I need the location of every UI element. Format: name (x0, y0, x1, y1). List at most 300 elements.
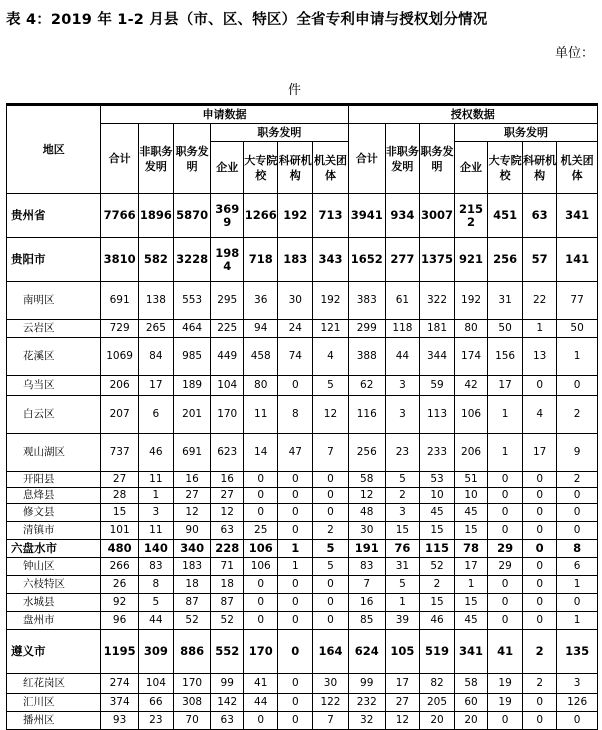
apply-cell: 0 (278, 712, 313, 730)
apply-cell: 0 (313, 594, 348, 612)
grant-cell: 2 (419, 576, 454, 594)
apply-cell: 74 (278, 338, 313, 376)
apply-cell: 553 (173, 282, 210, 320)
grant-cell: 31 (488, 282, 523, 320)
grant-cell: 46 (419, 612, 454, 630)
apply-cell: 201 (173, 396, 210, 434)
apply-cell: 552 (211, 630, 244, 674)
table-row (7, 612, 598, 630)
grant-cell: 277 (385, 238, 419, 282)
grant-cell: 1652 (348, 238, 385, 282)
header-apply-total: 合计 (101, 124, 138, 194)
unit-label: 单位： (554, 46, 594, 61)
apply-cell: 11 (138, 472, 173, 488)
header-apply-non-job: 非职务发明 (138, 124, 173, 194)
apply-cell: 0 (244, 612, 278, 630)
apply-cell: 30 (278, 282, 313, 320)
apply-cell: 14 (244, 434, 278, 472)
grant-cell: 58 (455, 674, 488, 694)
apply-cell: 83 (138, 558, 173, 576)
apply-cell: 183 (173, 558, 210, 576)
apply-cell: 0 (278, 472, 313, 488)
apply-cell: 0 (244, 576, 278, 594)
header-apply-college: 大专院校 (244, 142, 278, 194)
grant-cell: 116 (348, 396, 385, 434)
grant-cell: 341 (557, 194, 598, 238)
grant-cell: 118 (385, 320, 419, 338)
apply-cell: 228 (211, 540, 244, 558)
apply-cell: 11 (244, 396, 278, 434)
grant-cell: 519 (419, 630, 454, 674)
grant-cell: 2 (557, 472, 598, 488)
grant-cell: 12 (348, 488, 385, 504)
grant-cell: 78 (455, 540, 488, 558)
region-cell: 红花岗区 (7, 674, 101, 694)
region-cell: 播州区 (7, 712, 101, 730)
grant-cell: 27 (385, 694, 419, 712)
apply-cell: 1 (278, 558, 313, 576)
apply-cell: 480 (101, 540, 138, 558)
grant-cell: 61 (385, 282, 419, 320)
grant-cell: 15 (455, 522, 488, 540)
apply-cell: 121 (313, 320, 348, 338)
apply-cell: 18 (173, 576, 210, 594)
grant-cell: 6 (557, 558, 598, 576)
apply-cell: 192 (313, 282, 348, 320)
grant-cell: 0 (488, 472, 523, 488)
grant-cell: 256 (488, 238, 523, 282)
apply-cell: 1896 (138, 194, 173, 238)
grant-cell: 19 (488, 674, 523, 694)
apply-cell: 729 (101, 320, 138, 338)
grant-cell: 45 (419, 504, 454, 522)
grant-cell: 50 (488, 320, 523, 338)
apply-cell: 0 (278, 630, 313, 674)
apply-cell: 52 (211, 612, 244, 630)
header-grant-job: 职务发明 (419, 124, 454, 194)
apply-cell: 274 (101, 674, 138, 694)
apply-cell: 12 (211, 504, 244, 522)
grant-cell: 10 (419, 488, 454, 504)
grant-cell: 113 (419, 396, 454, 434)
header-apply-job: 职务发明 (173, 124, 210, 194)
grant-cell: 4 (523, 396, 557, 434)
apply-cell: 449 (211, 338, 244, 376)
apply-cell: 1195 (101, 630, 138, 674)
apply-cell: 266 (101, 558, 138, 576)
apply-cell: 12 (313, 396, 348, 434)
grant-cell: 383 (348, 282, 385, 320)
table-row (7, 472, 598, 488)
apply-cell: 7 (313, 712, 348, 730)
apply-cell: 295 (211, 282, 244, 320)
region-cell: 汇川区 (7, 694, 101, 712)
apply-cell: 582 (138, 238, 173, 282)
grant-cell: 17 (523, 434, 557, 472)
grant-cell: 0 (557, 594, 598, 612)
apply-cell: 0 (244, 712, 278, 730)
region-cell: 贵阳市 (7, 238, 101, 282)
grant-cell: 388 (348, 338, 385, 376)
table-body (7, 194, 598, 730)
apply-cell: 886 (173, 630, 210, 674)
apply-cell: 340 (173, 540, 210, 558)
apply-cell: 0 (278, 576, 313, 594)
region-cell: 盘州市 (7, 612, 101, 630)
grant-cell: 31 (385, 558, 419, 576)
region-cell: 六枝特区 (7, 576, 101, 594)
apply-cell: 1266 (244, 194, 278, 238)
grant-cell: 192 (455, 282, 488, 320)
grant-cell: 0 (523, 488, 557, 504)
grant-cell: 22 (523, 282, 557, 320)
apply-cell: 1 (278, 540, 313, 558)
header-apply-enterprise: 企业 (211, 142, 244, 194)
header-apply-org: 机关团体 (313, 142, 348, 194)
table-row (7, 712, 598, 730)
grant-cell: 2 (523, 674, 557, 694)
apply-cell: 92 (101, 594, 138, 612)
grant-cell: 50 (557, 320, 598, 338)
apply-cell: 5 (313, 540, 348, 558)
apply-cell: 0 (313, 504, 348, 522)
grant-cell: 63 (523, 194, 557, 238)
grant-cell: 0 (488, 612, 523, 630)
grant-cell: 341 (455, 630, 488, 674)
grant-cell: 45 (455, 612, 488, 630)
grant-cell: 23 (385, 434, 419, 472)
apply-cell: 142 (211, 694, 244, 712)
grant-cell: 0 (523, 558, 557, 576)
apply-cell: 18 (211, 576, 244, 594)
header-grant-enterprise: 企业 (455, 142, 488, 194)
apply-cell: 66 (138, 694, 173, 712)
apply-cell: 84 (138, 338, 173, 376)
apply-cell: 343 (313, 238, 348, 282)
grant-cell: 58 (348, 472, 385, 488)
apply-cell: 44 (244, 694, 278, 712)
grant-cell: 0 (523, 694, 557, 712)
apply-cell: 192 (278, 194, 313, 238)
grant-cell: 0 (557, 712, 598, 730)
grant-cell: 2 (385, 488, 419, 504)
apply-cell: 99 (211, 674, 244, 694)
grant-cell: 5 (385, 576, 419, 594)
grant-cell: 44 (385, 338, 419, 376)
grant-cell: 3 (557, 674, 598, 694)
apply-cell: 0 (278, 612, 313, 630)
grant-cell: 624 (348, 630, 385, 674)
grant-cell: 0 (523, 594, 557, 612)
header-apply-research: 科研机构 (278, 142, 313, 194)
apply-cell: 0 (278, 488, 313, 504)
grant-cell: 17 (385, 674, 419, 694)
grant-cell: 0 (557, 488, 598, 504)
grant-cell: 135 (557, 630, 598, 674)
apply-cell: 46 (138, 434, 173, 472)
apply-cell: 24 (278, 320, 313, 338)
apply-cell: 104 (138, 674, 173, 694)
apply-cell: 0 (278, 504, 313, 522)
grant-cell: 3007 (419, 194, 454, 238)
grant-cell: 2 (523, 630, 557, 674)
grant-cell: 41 (488, 630, 523, 674)
apply-cell: 2 (313, 522, 348, 540)
grant-cell: 0 (557, 522, 598, 540)
apply-cell: 63 (211, 712, 244, 730)
grant-cell: 0 (488, 712, 523, 730)
apply-cell: 7 (313, 434, 348, 472)
unit-value: 件 (288, 83, 302, 98)
table-row (7, 238, 598, 282)
apply-cell: 3810 (101, 238, 138, 282)
apply-cell: 17 (138, 376, 173, 396)
grant-cell: 451 (488, 194, 523, 238)
grant-cell: 1 (385, 594, 419, 612)
region-cell: 乌当区 (7, 376, 101, 396)
region-cell: 清镇市 (7, 522, 101, 540)
grant-cell: 30 (348, 522, 385, 540)
grant-cell: 45 (455, 504, 488, 522)
grant-cell: 3 (385, 376, 419, 396)
table-title: 表 4：2019 年 1-2 月县（市、区、特区）全省专利申请与授权划分情况 (6, 12, 488, 28)
apply-cell: 0 (278, 694, 313, 712)
grant-cell: 1 (455, 576, 488, 594)
grant-cell: 0 (523, 576, 557, 594)
apply-cell: 90 (173, 522, 210, 540)
grant-cell: 344 (419, 338, 454, 376)
table-row (7, 434, 598, 472)
apply-cell: 207 (101, 396, 138, 434)
grant-cell: 1 (523, 320, 557, 338)
grant-cell: 39 (385, 612, 419, 630)
apply-cell: 691 (173, 434, 210, 472)
apply-cell: 170 (173, 674, 210, 694)
apply-cell: 0 (278, 522, 313, 540)
table-row (7, 282, 598, 320)
table-row (7, 320, 598, 338)
grant-cell: 77 (557, 282, 598, 320)
apply-cell: 26 (101, 576, 138, 594)
header-grant-research: 科研机构 (523, 142, 557, 194)
apply-cell: 138 (138, 282, 173, 320)
apply-cell: 164 (313, 630, 348, 674)
apply-cell: 3 (138, 504, 173, 522)
apply-cell: 170 (244, 630, 278, 674)
grant-cell: 232 (348, 694, 385, 712)
apply-cell: 44 (138, 612, 173, 630)
apply-cell: 6 (138, 396, 173, 434)
apply-cell: 374 (101, 694, 138, 712)
grant-cell: 0 (523, 522, 557, 540)
apply-cell: 309 (138, 630, 173, 674)
apply-cell: 308 (173, 694, 210, 712)
grant-cell: 156 (488, 338, 523, 376)
grant-cell: 9 (557, 434, 598, 472)
grant-cell: 0 (557, 504, 598, 522)
grant-cell: 126 (557, 694, 598, 712)
apply-cell: 0 (244, 504, 278, 522)
apply-cell: 15 (101, 504, 138, 522)
grant-cell: 48 (348, 504, 385, 522)
header-grant: 授权数据 (348, 106, 597, 124)
grant-cell: 20 (419, 712, 454, 730)
apply-cell: 737 (101, 434, 138, 472)
grant-cell: 15 (385, 522, 419, 540)
apply-cell: 183 (278, 238, 313, 282)
grant-cell: 106 (455, 396, 488, 434)
grant-cell: 1 (557, 576, 598, 594)
grant-cell: 17 (455, 558, 488, 576)
header-apply-job-invention: 职务发明 (211, 124, 348, 142)
grant-cell: 2 (557, 396, 598, 434)
apply-cell: 0 (313, 472, 348, 488)
region-cell: 修文县 (7, 504, 101, 522)
grant-cell: 53 (419, 472, 454, 488)
grant-cell: 322 (419, 282, 454, 320)
grant-cell: 0 (523, 712, 557, 730)
apply-cell: 170 (211, 396, 244, 434)
apply-cell: 106 (244, 540, 278, 558)
table-row (7, 694, 598, 712)
table-row (7, 488, 598, 504)
grant-cell: 0 (523, 612, 557, 630)
apply-cell: 27 (101, 472, 138, 488)
table-row (7, 594, 598, 612)
grant-cell: 1 (557, 338, 598, 376)
apply-cell: 985 (173, 338, 210, 376)
apply-cell: 12 (173, 504, 210, 522)
apply-cell: 36 (244, 282, 278, 320)
apply-cell: 94 (244, 320, 278, 338)
grant-cell: 0 (523, 472, 557, 488)
grant-cell: 2152 (455, 194, 488, 238)
apply-cell: 11 (138, 522, 173, 540)
apply-cell: 0 (313, 612, 348, 630)
grant-cell: 921 (455, 238, 488, 282)
apply-cell: 4 (313, 338, 348, 376)
apply-cell: 71 (211, 558, 244, 576)
grant-cell: 0 (488, 488, 523, 504)
apply-cell: 5870 (173, 194, 210, 238)
grant-cell: 3 (385, 504, 419, 522)
grant-cell: 83 (348, 558, 385, 576)
region-cell: 贵州省 (7, 194, 101, 238)
table-row (7, 576, 598, 594)
grant-cell: 174 (455, 338, 488, 376)
grant-cell: 1 (557, 612, 598, 630)
apply-cell: 87 (173, 594, 210, 612)
header-apply: 申请数据 (101, 106, 348, 124)
grant-cell: 60 (455, 694, 488, 712)
region-cell: 钟山区 (7, 558, 101, 576)
grant-cell: 82 (419, 674, 454, 694)
grant-cell: 32 (348, 712, 385, 730)
grant-cell: 1 (488, 434, 523, 472)
apply-cell: 3699 (211, 194, 244, 238)
grant-cell: 0 (488, 594, 523, 612)
grant-cell: 0 (523, 540, 557, 558)
apply-cell: 718 (244, 238, 278, 282)
apply-cell: 80 (244, 376, 278, 396)
apply-cell: 8 (138, 576, 173, 594)
apply-cell: 5 (138, 594, 173, 612)
grant-cell: 115 (419, 540, 454, 558)
grant-cell: 19 (488, 694, 523, 712)
grant-cell: 12 (385, 712, 419, 730)
region-cell: 花溪区 (7, 338, 101, 376)
apply-cell: 7766 (101, 194, 138, 238)
region-cell: 开阳县 (7, 472, 101, 488)
apply-cell: 47 (278, 434, 313, 472)
grant-cell: 1 (488, 396, 523, 434)
apply-cell: 30 (313, 674, 348, 694)
grant-cell: 299 (348, 320, 385, 338)
apply-cell: 96 (101, 612, 138, 630)
apply-cell: 27 (211, 488, 244, 504)
apply-cell: 63 (211, 522, 244, 540)
apply-cell: 0 (313, 488, 348, 504)
region-cell: 南明区 (7, 282, 101, 320)
table-row (7, 540, 598, 558)
apply-cell: 104 (211, 376, 244, 396)
grant-cell: 934 (385, 194, 419, 238)
grant-cell: 16 (348, 594, 385, 612)
grant-cell: 52 (419, 558, 454, 576)
table-row (7, 504, 598, 522)
apply-cell: 16 (211, 472, 244, 488)
apply-cell: 225 (211, 320, 244, 338)
apply-cell: 206 (101, 376, 138, 396)
table-row (7, 630, 598, 674)
apply-cell: 1 (138, 488, 173, 504)
grant-cell: 0 (488, 504, 523, 522)
grant-cell: 59 (419, 376, 454, 396)
apply-cell: 0 (244, 488, 278, 504)
apply-cell: 0 (244, 594, 278, 612)
grant-cell: 80 (455, 320, 488, 338)
grant-cell: 0 (488, 522, 523, 540)
grant-cell: 0 (523, 504, 557, 522)
region-cell: 观山湖区 (7, 434, 101, 472)
apply-cell: 0 (278, 594, 313, 612)
apply-cell: 8 (278, 396, 313, 434)
grant-cell: 10 (455, 488, 488, 504)
grant-cell: 51 (455, 472, 488, 488)
apply-cell: 52 (173, 612, 210, 630)
grant-cell: 29 (488, 540, 523, 558)
header-grant-non-job: 非职务发明 (385, 124, 419, 194)
apply-cell: 106 (244, 558, 278, 576)
grant-cell: 256 (348, 434, 385, 472)
apply-cell: 0 (313, 576, 348, 594)
grant-cell: 20 (455, 712, 488, 730)
apply-cell: 5 (313, 558, 348, 576)
apply-cell: 25 (244, 522, 278, 540)
apply-cell: 0 (244, 472, 278, 488)
apply-cell: 464 (173, 320, 210, 338)
grant-cell: 233 (419, 434, 454, 472)
grant-cell: 0 (557, 376, 598, 396)
grant-cell: 42 (455, 376, 488, 396)
grant-cell: 105 (385, 630, 419, 674)
apply-cell: 1984 (211, 238, 244, 282)
apply-cell: 691 (101, 282, 138, 320)
apply-cell: 28 (101, 488, 138, 504)
grant-cell: 8 (557, 540, 598, 558)
grant-cell: 15 (419, 594, 454, 612)
apply-cell: 70 (173, 712, 210, 730)
